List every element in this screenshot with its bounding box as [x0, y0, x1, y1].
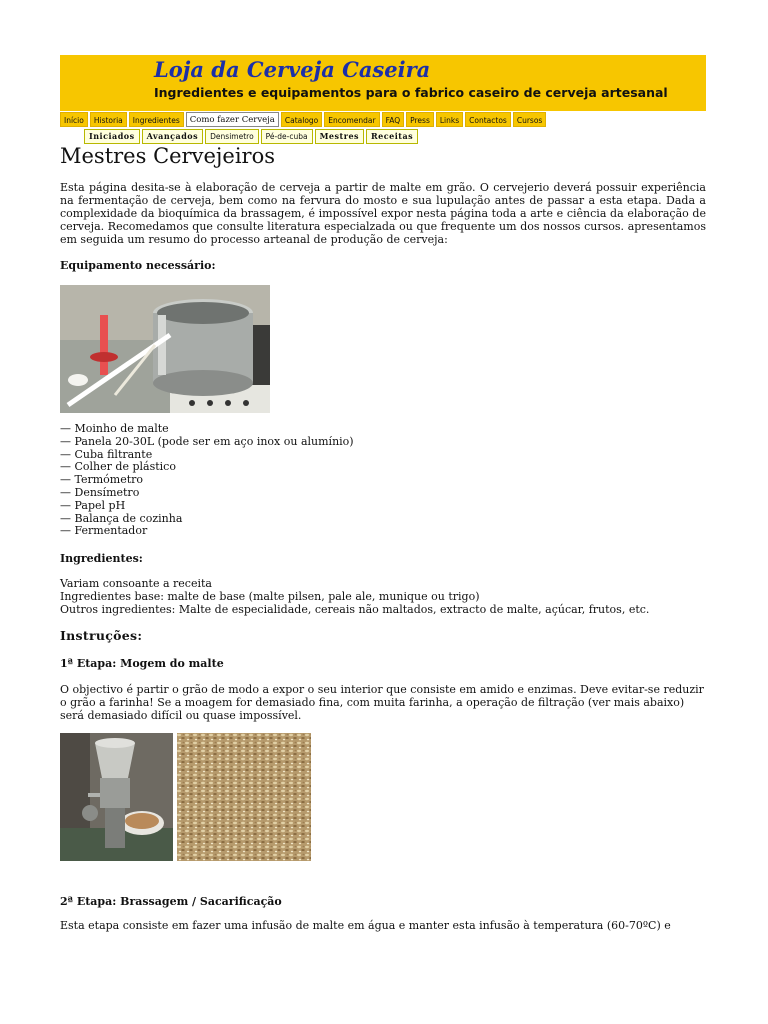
equipment-list	[60, 423, 706, 538]
ingredients-list	[60, 578, 706, 616]
list-item: — Moinho de malte	[60, 422, 169, 435]
nav-inicio[interactable]: Início	[60, 112, 88, 127]
subnav-iniciados[interactable]: Iniciados	[84, 129, 140, 144]
nav-contactos[interactable]: Contactos	[465, 112, 511, 127]
step1-heading: 1ª Etapa: Mogem do malte	[60, 657, 224, 670]
equipment-heading: Equipamento necessário:	[60, 259, 216, 272]
grain-mill-photo	[60, 733, 173, 861]
list-item: — Termómetro	[60, 473, 144, 487]
nav-catalogo[interactable]: Catalogo	[281, 112, 322, 127]
ingredients-heading: Ingredientes:	[60, 552, 143, 565]
list-item: Outros ingredientes: Malte de especialidade, cereais não maltados, extracto de malte, açúcar, frutos, etc.	[60, 602, 650, 616]
site-subtitle: Ingredientes e equipamentos para o fabrico caseiro de cerveja artesanal	[154, 85, 668, 100]
list-item: — Cuba filtrante	[60, 447, 153, 461]
subnav-mestres[interactable]: Mestres	[315, 129, 364, 144]
subnav-avancados[interactable]: Avançados	[142, 129, 204, 144]
list-item: — Panela 20-30L (pode ser em aço inox ou alumínio)	[60, 434, 354, 448]
main-nav	[60, 112, 546, 127]
nav-links[interactable]: Links	[436, 112, 463, 127]
crushed-grain-photo	[177, 733, 311, 861]
list-item: — Fermentador	[60, 524, 148, 538]
list-item: — Papel pH	[60, 498, 126, 512]
list-item: Variam consoante a receita	[60, 577, 212, 590]
subnav-receitas[interactable]: Receitas	[366, 129, 418, 144]
nav-press[interactable]: Press	[406, 112, 434, 127]
step1-paragraph: O objectivo é partir o grão de modo a expor o seu interior que consiste em amido e enzimas. Deve evitar-se reduzir o grão a farinha! Se a moagem for demasiado fina, com muita farinha, a operação de filtração (ver mais abaixo) será demasiado difícil ou quase impossível.	[60, 683, 704, 722]
page-title: Mestres Cervejeiros	[60, 144, 276, 168]
nav-cursos[interactable]: Cursos	[513, 112, 546, 127]
step2-heading: 2ª Etapa: Brassagem / Sacarificação	[60, 895, 282, 908]
intro-paragraph: Esta página desita-se à elaboração de cerveja a partir de malte em grão. O cervejerio deverá possuir experiência na fermentação de cerveja, bem como na fervura do mosto e sua lupulação antes de passar a esta etapa. Dada a complexidade da bioquímica da brassagem, é impossível expor nesta página toda a arte e ciência da elaboração de cerveja. Recomedamos que consulte literatura especialzada ou que frequente um dos nossos cursos. apresentamos em seguida um resumo do processo arteanal de produção de cerveja:	[60, 181, 706, 246]
list-item: — Colher de plástico	[60, 460, 176, 474]
list-item: Ingredientes base: malte de base (malte pilsen, pale ale, munique ou trigo)	[60, 589, 480, 603]
nav-ingredientes[interactable]: Ingredientes	[129, 112, 184, 127]
sub-nav	[84, 129, 418, 144]
list-item: — Densímetro	[60, 485, 140, 499]
nav-como-fazer-cerveja[interactable]: Como fazer Cerveja	[186, 112, 279, 127]
step2-paragraph: Esta etapa consiste em fazer uma infusão de malte em água e manter esta infusão à temperatura (60-70ºC) e	[60, 919, 671, 932]
subnav-densimetro[interactable]: Densimetro	[205, 129, 259, 144]
equipment-photo	[60, 285, 270, 413]
subnav-pe-de-cuba[interactable]: Pé-de-cuba	[261, 129, 313, 144]
nav-historia[interactable]: Historia	[90, 112, 127, 127]
site-header	[60, 55, 706, 111]
nav-faq[interactable]: FAQ	[382, 112, 405, 127]
site-title[interactable]: Loja da Cerveja Caseira	[154, 57, 431, 82]
instructions-heading: Instruções:	[60, 628, 143, 643]
list-item: — Balança de cozinha	[60, 511, 183, 525]
nav-encomendar[interactable]: Encomendar	[324, 112, 379, 127]
